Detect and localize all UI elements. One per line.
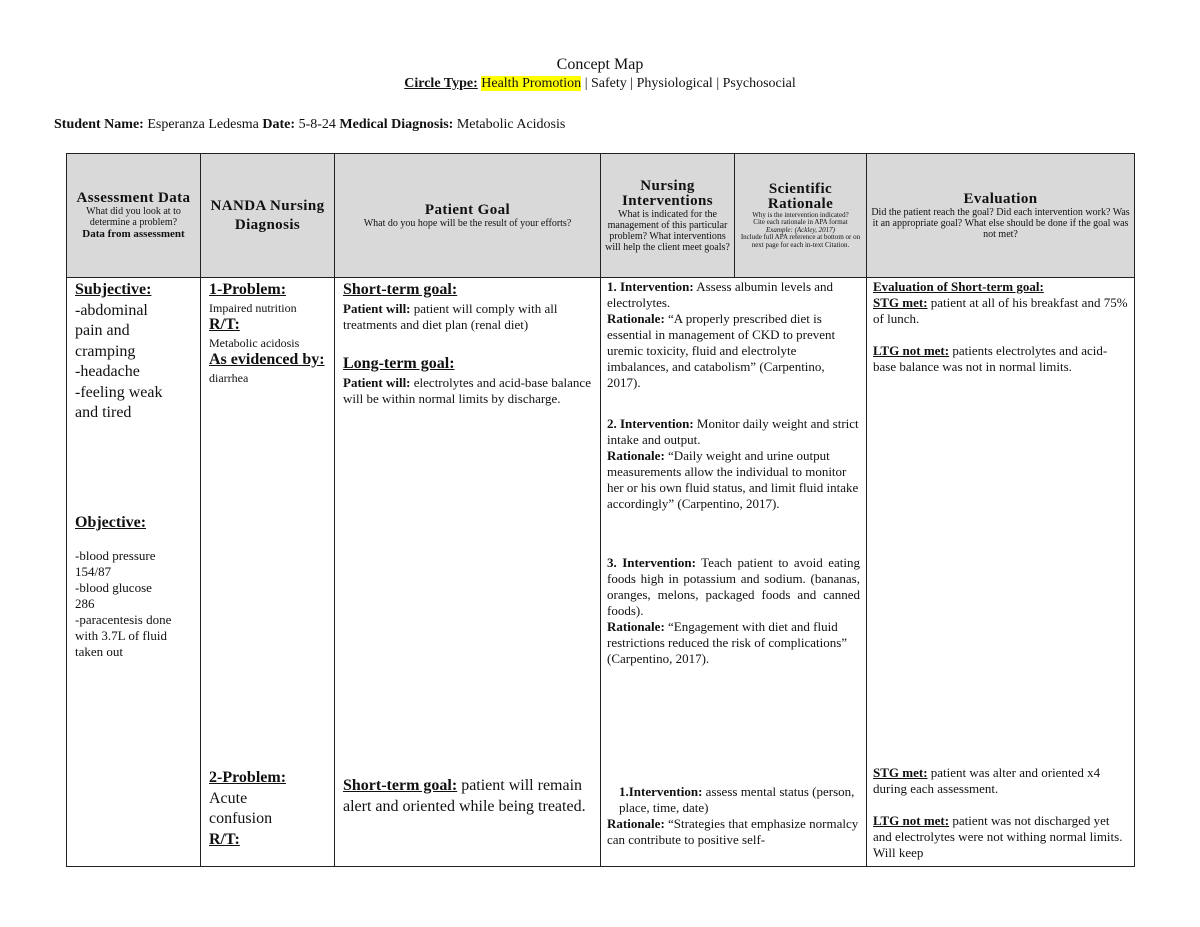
evaluation-ltg-not-met: LTG not met: patients electrolytes and acid-base balance was not in normal limits. bbox=[873, 343, 1108, 374]
rationale-title: Scientific Rationale bbox=[767, 180, 834, 212]
subjective-line: and tired bbox=[75, 404, 132, 421]
stg-patient-will-label: Patient will: bbox=[343, 300, 411, 316]
content-row bbox=[67, 278, 1135, 867]
concept-map-table bbox=[66, 153, 1135, 867]
evaluation-stg-heading: Evaluation of Short-term goal: bbox=[873, 279, 1044, 294]
subjective-line: pain and bbox=[75, 322, 130, 339]
subjective-label: Subjective: bbox=[75, 281, 152, 298]
header-row bbox=[67, 154, 1135, 278]
subjective-line: cramping bbox=[75, 342, 136, 360]
problem-2-rt-label: R/T: bbox=[209, 830, 240, 848]
evaluation-stg-met: STG met: patient at all of his breakfast and 75% of lunch. bbox=[873, 295, 1128, 326]
objective-line: -blood glucose bbox=[75, 580, 152, 595]
circle-type-safety: Safety bbox=[591, 76, 627, 91]
nanda-header bbox=[201, 154, 335, 278]
medical-diagnosis-value: Metabolic Acidosis bbox=[456, 117, 566, 132]
date-value: 5-8-24 bbox=[298, 117, 336, 132]
stg-text: patient will comply with all treatments and diet plan (renal diet) bbox=[343, 300, 558, 332]
intervention-2: 2. Intervention: Monitor daily weight and strict intake and output. bbox=[607, 416, 859, 447]
objective-line: with 3.7L of fluid bbox=[75, 628, 167, 643]
objective-line: 154/87 bbox=[75, 564, 112, 579]
goal-cell bbox=[335, 278, 601, 867]
ltg-patient-will-label: Patient will: bbox=[343, 374, 411, 390]
objective-line: -blood pressure bbox=[75, 548, 156, 563]
rationale-desc-1: Why is the intervention indicated? bbox=[752, 210, 849, 219]
circle-type-label: Circle Type: bbox=[404, 76, 478, 91]
evaluation-stg-2-met: STG met: patient was alter and oriented x4 during each assessment. bbox=[873, 765, 1101, 796]
circle-type-physiological: Physiological bbox=[636, 76, 713, 91]
goal-title: Patient Goal bbox=[424, 201, 511, 218]
date-label: Date: bbox=[262, 117, 296, 132]
short-term-goal-2-label: Short-term goal: bbox=[343, 777, 458, 794]
goal-desc: What do you hope will be the result of your efforts? bbox=[363, 217, 572, 229]
assessment-cell bbox=[67, 278, 201, 867]
objective-label: Objective: bbox=[75, 514, 147, 531]
intervention-1: 1. Intervention: Assess albumin levels and electrolytes. bbox=[607, 279, 834, 310]
ltg-text: electrolytes and acid-base balance will be within normal limits by discharge. bbox=[343, 374, 591, 406]
evaluation-header bbox=[867, 154, 1135, 278]
rationale-desc-3: Example: (Ackley, 2017) bbox=[766, 225, 835, 234]
separator: | bbox=[584, 76, 588, 91]
evaluation-cell bbox=[867, 278, 1135, 867]
rationale-desc-2: Cite each rationale in APA format bbox=[753, 218, 848, 227]
rationale-2: Rationale: “Daily weight and urine output measurements allow the individual to monitor her or his own fluid status, and limit fluid intake accordingly” (Carpentino, 2017). bbox=[607, 448, 859, 511]
page-title: Concept Map bbox=[556, 56, 644, 73]
problem-1-rt-text: Metabolic acidosis bbox=[209, 335, 300, 350]
student-name: Esperanza Ledesma bbox=[147, 117, 259, 132]
assessment-title: Assessment Data bbox=[76, 190, 191, 206]
problem-2-label: 2-Problem: bbox=[209, 769, 287, 786]
separator: | bbox=[630, 76, 634, 91]
goal-header bbox=[335, 154, 601, 278]
subjective-line: -abdominal bbox=[75, 301, 148, 319]
circle-type-health-promotion: Health Promotion bbox=[481, 76, 582, 91]
rationale-header bbox=[735, 154, 867, 278]
interventions-title: Nursing Interventions bbox=[621, 177, 714, 209]
evaluation-title: Evaluation bbox=[963, 190, 1038, 207]
circle-type-psychosocial: Psychosocial bbox=[722, 76, 796, 91]
evaluation-desc: Did the patient reach the goal? Did each intervention work? Was it an appropriate goal? What else should be done if the goal was not met? bbox=[871, 206, 1130, 240]
assessment-sub: Data from assessment bbox=[82, 228, 185, 240]
intervention-4: 1.Intervention: assess mental status (person, place, time, date) bbox=[619, 784, 855, 815]
assessment-header bbox=[67, 154, 201, 278]
evaluation-ltg-2-not-met: LTG not met: patient was not discharged yet and electrolytes were not withing normal limits. Will keep bbox=[873, 813, 1123, 860]
problem-1-text: Impaired nutrition bbox=[209, 300, 297, 315]
interventions-desc: What is indicated for the management of this particular problem? What interventions will help the client meet goals? bbox=[605, 208, 730, 253]
student-info-line bbox=[54, 117, 565, 133]
problem-2-line: Acute bbox=[209, 789, 248, 807]
circle-type-line bbox=[0, 76, 1200, 92]
short-term-goal-label: Short-term goal: bbox=[343, 281, 458, 298]
rationale-desc-4: Include full APA reference at bottom or on next page for each in-text Citation. bbox=[740, 233, 861, 249]
rationale-3: Rationale: “Engagement with diet and fluid restrictions reduced the risk of complications” (Carpentino, 2017). bbox=[607, 619, 848, 666]
medical-diagnosis-label: Medical Diagnosis: bbox=[339, 117, 454, 132]
problem-1-aeb-label: As evidenced by: bbox=[209, 351, 325, 368]
nanda-title: NANDA Nursing Diagnosis bbox=[210, 197, 325, 233]
rationale-4: Rationale: “Strategies that emphasize normalcy can contribute to positive self- bbox=[607, 816, 859, 847]
separator: | bbox=[716, 76, 720, 91]
interventions-header bbox=[601, 154, 735, 278]
problem-1-rt-label: R/T: bbox=[209, 316, 240, 333]
problem-1-label: 1-Problem: bbox=[209, 281, 287, 298]
interventions-cell bbox=[601, 278, 867, 867]
nanda-cell bbox=[201, 278, 335, 867]
assessment-desc: What did you look at to determine a problem? bbox=[86, 206, 181, 228]
student-name-label: Student Name: bbox=[54, 117, 144, 132]
intervention-3: 3. Intervention: Teach patient to avoid eating foods high in potassium and sodium. (bananas, oranges, melons, packaged foods and canned foods). bbox=[607, 555, 861, 618]
subjective-line: -headache bbox=[75, 363, 140, 380]
objective-line: taken out bbox=[75, 644, 124, 659]
objective-line: -paracentesis done bbox=[75, 612, 172, 627]
subjective-line: -feeling weak bbox=[75, 383, 163, 401]
objective-line: 286 bbox=[75, 596, 95, 611]
problem-1-aeb-text: diarrhea bbox=[209, 370, 249, 385]
stg-2-text: patient will remain alert and oriented while being treated. bbox=[343, 777, 586, 815]
rationale-1: Rationale: “A properly prescribed diet is essential in management of CKD to prevent uremic toxicity, fluid and electrolyte imbalances, and catabolism” (Carpentino, 2017). bbox=[607, 311, 836, 390]
long-term-goal-label: Long-term goal: bbox=[343, 355, 455, 372]
problem-2-line: confusion bbox=[209, 810, 273, 827]
